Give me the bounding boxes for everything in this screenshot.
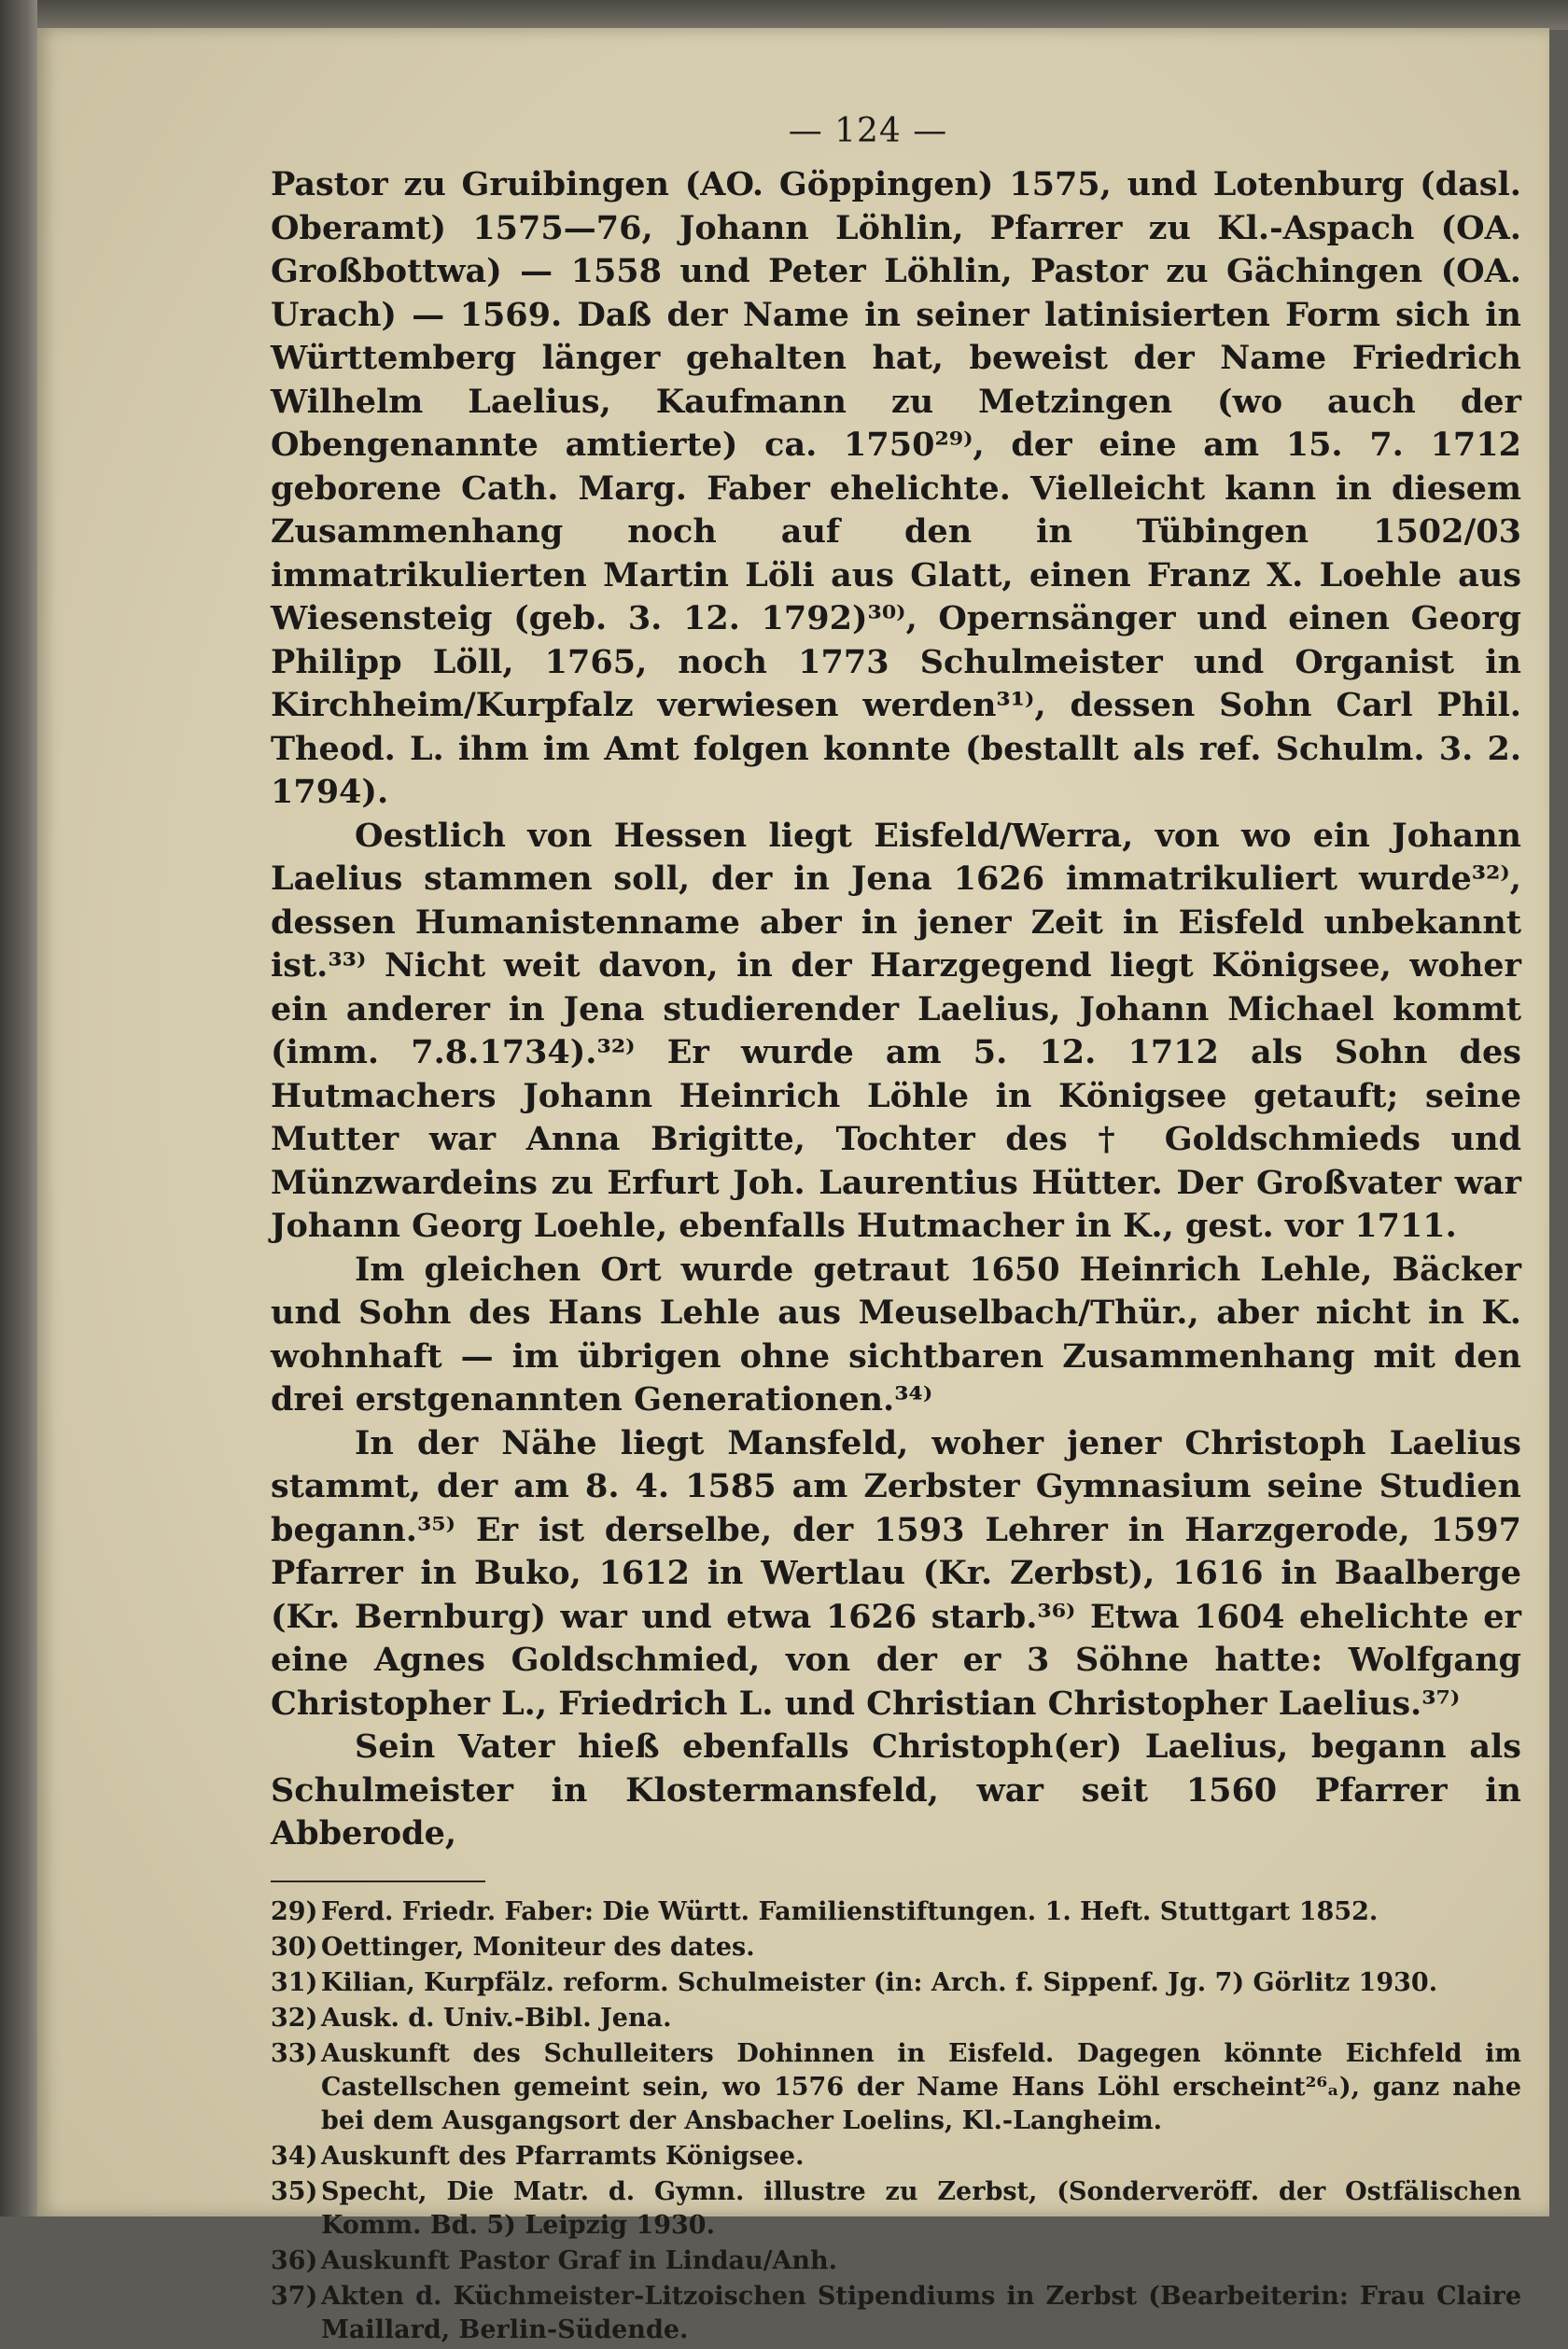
footnote-number: 37)	[271, 2281, 318, 2311]
body-text	[271, 163, 1521, 1856]
footnote-text: Akten d. Küchmeister-Litzoischen Stipendiums in Zerbst (Bearbeiterin: Frau Claire Maillard, Berlin-Südende.	[321, 2281, 1521, 2344]
footnote-number: 33)	[271, 2038, 318, 2068]
footnote-text: Ferd. Friedr. Faber: Die Württ. Familienstiftungen. 1. Heft. Stuttgart 1852.	[321, 1896, 1379, 1926]
footnote	[271, 2244, 1521, 2278]
footnote	[271, 1966, 1521, 2000]
footnote	[271, 2140, 1521, 2174]
footnote-text: Auskunft des Schulleiters Dohinnen in Eisfeld. Dagegen könnte Eichfeld im Castellschen gemeint sein, wo 1576 der Name Hans Löhl erscheint²⁶ₐ), ganz nahe bei dem Ausgangsort der Ansbacher Loelins, Kl.-Langheim.	[321, 2038, 1521, 2135]
book-page	[37, 28, 1549, 2344]
footnote-text: Auskunft Pastor Graf in Lindau/Anh.	[321, 2245, 838, 2275]
scan-top-edge	[0, 0, 1568, 30]
footnote	[271, 2037, 1521, 2138]
footnote	[271, 1931, 1521, 1964]
footnote	[271, 2280, 1521, 2347]
footnote-text: Ausk. d. Univ.-Bibl. Jena.	[321, 2003, 672, 2033]
footnote	[271, 2002, 1521, 2035]
footnote-number: 32)	[271, 2003, 318, 2033]
footnote-number: 29)	[271, 1896, 318, 1926]
footnote-number: 35)	[271, 2176, 318, 2206]
footnotes	[271, 1895, 1521, 2347]
paragraph: In der Nähe liegt Mansfeld, woher jener Christoph Laelius stammt, der am 8. 4. 1585 am Zerbster Gymnasium seine Studien begann.³⁵⁾ Er ist derselbe, der 1593 Lehrer in Harzgerode, 1597 Pfarrer in Buko, 1612 in Wertlau (Kr. Zerbst), 1616 in Baalberge (Kr. Bernburg) war und etwa 1626 starb.³⁶⁾ Etwa 1604 ehelichte er eine Agnes Goldschmied, von der er 3 Söhne hatte: Wolfgang Christopher L., Friedrich L. und Christian Christopher Laelius.³⁷⁾	[271, 1423, 1521, 1723]
footnote-text: Oettinger, Moniteur des dates.	[321, 1932, 755, 1962]
footnote	[271, 1895, 1521, 1929]
paragraph: Pastor zu Gruibingen (AO. Göppingen) 1575, und Lotenburg (dasl. Oberamt) 1575—76, Johann Löhlin, Pfarrer zu Kl.-Aspach (OA. Großbottwa) — 1558 und Peter Löhlin, Pastor zu Gächingen (OA. Urach) — 1569. Daß der Name in seiner latinisierten Form sich in Württemberg länger gehalten hat, beweist der Name Friedrich Wilhelm Laelius, Kaufmann zu Metzingen (wo auch der Obengenannte amtierte) ca. 1750²⁹⁾, der eine am 15. 7. 1712 geborene Cath. Marg. Faber ehelichte. Vielleicht kann in diesem Zusammenhang noch auf den in Tübingen 1502/03 immatrikulierten Martin Löli aus Glatt, einen Franz X. Loehle aus Wiesensteig (geb. 3. 12. 1792)³⁰⁾, Opernsänger und einen Georg Philipp Löll, 1765, noch 1773 Schulmeister und Organist in Kirchheim/Kurpfalz verwiesen werden³¹⁾, dessen Sohn Carl Phil. Theod. L. ihm im Amt folgen konnte (bestallt als ref. Schulm. 3. 2. 1794).	[271, 165, 1521, 811]
footnote-text: Kilian, Kurpfälz. reform. Schulmeister (in: Arch. f. Sippenf. Jg. 7) Görlitz 1930.	[321, 1967, 1438, 1997]
page-number: — 124 —	[788, 112, 948, 150]
footnote	[271, 2175, 1521, 2243]
footnote-text: Specht, Die Matr. d. Gymn. illustre zu Zerbst, (Sonderveröff. der Ostfälischen Komm. Bd. 5) Leipzig 1930.	[321, 2176, 1521, 2240]
paragraph: Sein Vater hieß ebenfalls Christoph(er) Laelius, begann als Schulmeister in Klostermansfeld, war seit 1560 Pfarrer in Abberode,	[271, 1727, 1521, 1853]
footnote-number: 34)	[271, 2141, 318, 2171]
footnote-separator	[271, 1881, 485, 1882]
book-spine	[0, 0, 37, 2216]
footnote-text: Auskunft des Pfarramts Königsee.	[321, 2141, 805, 2171]
footnote-number: 36)	[271, 2245, 318, 2275]
paragraph: Im gleichen Ort wurde getraut 1650 Heinrich Lehle, Bäcker und Sohn des Hans Lehle aus Meuselbach/Thür., aber nicht in K. wohnhaft — im übrigen ohne sichtbaren Zusammenhang mit den drei erstgenannten Generationen.³⁴⁾	[271, 1250, 1521, 1419]
paragraph: Oestlich von Hessen liegt Eisfeld/Werra, von wo ein Johann Laelius stammen soll, der in Jena 1626 immatrikuliert wurde³²⁾, dessen Humanistenname aber in jener Zeit in Eisfeld unbekannt ist.³³⁾ Nicht weit davon, in der Harzgegend liegt Königsee, woher ein anderer in Jena studierender Laelius, Johann Michael kommt (imm. 7.8.1734).³²⁾ Er wurde am 5. 12. 1712 als Sohn des Hutmachers Johann Heinrich Löhle in Königsee getauft; seine Mutter war Anna Brigitte, Tochter des † Goldschmieds und Münzwardeins zu Erfurt Joh. Laurentius Hütter. Der Großvater war Johann Georg Loehle, ebenfalls Hutmacher in K., gest. vor 1711.	[271, 816, 1521, 1245]
footnote-number: 30)	[271, 1932, 318, 1962]
page-content	[271, 112, 1521, 2349]
footnote-number: 31)	[271, 1967, 318, 1997]
